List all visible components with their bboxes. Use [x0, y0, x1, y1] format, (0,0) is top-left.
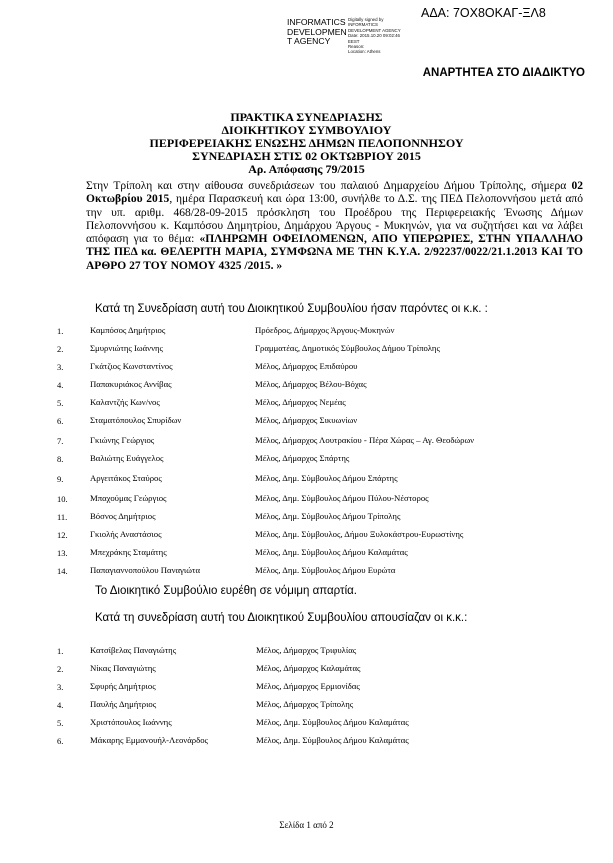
member-name: Νίκας Παναγιώτης: [90, 663, 156, 673]
member-name: Γκάτζιος Κωνσταντίνος: [90, 361, 173, 371]
signature-line: Date: 2015.10.20 09:02:46: [348, 33, 400, 39]
member-name: Παπακυριάκος Αννίβας: [90, 379, 172, 389]
member-role: Μέλος, Δήμαρχος Ερμιονίδας: [256, 681, 360, 691]
title-union: ΠΕΡΙΦΕΡΕΙΑΚΗΣ ΕΝΩΣΗΣ ΔΗΜΩΝ ΠΕΛΟΠΟΝΝΗΣΟΥ: [149, 136, 464, 150]
member-number: 9.: [57, 474, 64, 484]
member-number: 11.: [57, 512, 68, 522]
member-role: Μέλος, Δημ. Σύμβουλος Δήμου Καλαμάτας: [255, 547, 408, 557]
member-role: Μέλος, Δημ. Σύμβουλος Δήμου Ευρώτα: [255, 565, 396, 575]
posted-online-notice: ΑΝΑΡΤΗΤΕΑ ΣΤΟ ΔΙΑΔΙΚΤΥΟ: [422, 67, 585, 79]
member-name: Παυλής Δημήτριος: [90, 699, 157, 709]
member-number: 7.: [57, 436, 64, 446]
intro-paragraph: [86, 180, 583, 273]
member-number: 2.: [57, 664, 64, 674]
member-number: 5.: [57, 398, 64, 408]
member-name: Σταματόπουλος Σπυρίδων: [90, 415, 182, 425]
session-date: 02 Οκτωβρίου 2015: [86, 180, 583, 206]
member-number: 3.: [57, 682, 64, 692]
member-name: Βαλιώτης Ευάγγελος: [90, 453, 164, 463]
member-name: Καλαντζής Κων/νος: [90, 397, 160, 407]
member-number: 3.: [57, 362, 64, 372]
member-role: Μέλος, Δημ. Σύμβουλος, Δήμου Ξυλοκάστρου-Ευρωστίνης: [255, 529, 464, 539]
ada-code: ΑΔΑ: 7ΟΧ8ΟΚΑΓ-ΞΛ8: [421, 6, 546, 20]
member-role: Μέλος, Δήμαρχος Νεμέας: [255, 397, 346, 407]
member-role: Μέλος, Δημ. Σύμβουλος Δήμου Τρίπολης: [255, 511, 401, 521]
present-heading: Κατά τη Συνεδρίαση αυτή του Διοικητικού Συμβουλίου ήσαν παρόντες οι κ.κ. :: [95, 303, 488, 315]
member-role: Πρόεδρος, Δήμαρχος Άργους-Μυκηνών: [255, 325, 395, 335]
member-role: Μέλος, Δήμαρχος Καλαμάτας: [256, 663, 361, 673]
member-number: 6.: [57, 736, 64, 746]
quorum-statement: Το Διοικητικό Συμβούλιο ευρέθη σε νόμιμη απαρτία.: [95, 585, 357, 597]
member-name: Σμυρνιώτης Ιωάννης: [90, 343, 163, 353]
signature-line: Reason:: [348, 44, 365, 50]
signature-line: INFORMATICS: [348, 22, 378, 28]
member-role: Μέλος, Δήμαρχος Τρίπολης: [256, 699, 354, 709]
member-number: 8.: [57, 454, 64, 464]
member-role: Μέλος, Δημ. Σύμβουλος Δήμου Καλαμάτας: [256, 735, 409, 745]
member-name: Χριστόπουλος Ιωάννης: [90, 717, 172, 727]
member-name: Μπαχούμας Γεώργιος: [90, 493, 167, 503]
digital-signature-details: [348, 17, 438, 55]
member-name: Κατσίβελας Παναγιώτης: [90, 645, 177, 655]
member-role: Μέλος, Δήμαρχος Επιδαύρου: [255, 361, 358, 371]
member-role: Μέλος, Δημ. Σύμβουλος Δήμου Σπάρτης: [255, 473, 398, 483]
member-name: Μάκαρης Εμμανουήλ-Λεονάρδος: [90, 735, 208, 745]
signer-name: [287, 18, 347, 47]
member-number: 1.: [57, 326, 64, 336]
signer-line: INFORMATICS: [287, 17, 346, 27]
member-name: Γκιολής Αναστάσιος: [90, 529, 162, 539]
absent-heading: Κατά τη συνεδρίαση αυτή του Διοικητικού Συμβουλίου απουσίαζαν οι κ.κ.:: [95, 612, 468, 624]
member-name: Γκιώνης Γεώργιος: [90, 435, 155, 445]
decision-subject: «ΠΛΗΡΩΜΗ ΟΦΕΙΛΟΜΕΝΩΝ, ΑΠΟ ΥΠΕΡΩΡΙΕΣ, ΣΤΗΝ ΥΠΑΛΛΗΛΟ ΤΗΣ ΠΕΔ κα. ΘΕΛΕΡΙΤΗ ΜΑΡΙΑ, ΣΥΜΦΩΝΑ ΜΕ ΤΗΝ Κ.Υ.Α. 2/92237/0022/21.1.2013 ΚΑΙ ΤΟ ΑΡΘΡΟ 27 ΤΟΥ ΝΟΜΟΥ 4325 /2015. »: [86, 233, 583, 272]
member-number: 6.: [57, 416, 64, 426]
member-name: Σφυρής Δημήτριος: [90, 681, 156, 691]
signer-line: T AGENCY: [287, 36, 331, 47]
member-number: 13.: [57, 548, 68, 558]
signer-line: DEVELOPMEN: [287, 26, 347, 37]
member-role: Μέλος, Δήμαρχος Λουτρακίου - Πέρα Χώρας – Αγ. Θεοδώρων: [255, 435, 475, 445]
member-name: Βόσνος Δημήτριος: [90, 511, 156, 521]
title-decision-number: Αρ. Απόφασης 79/2015: [248, 162, 365, 176]
member-role: Μέλος, Δήμαρχος Σπάρτης: [255, 453, 350, 463]
title-board: ΔΙΟΙΚΗΤΙΚΟΥ ΣΥΜΒΟΥΛΙΟΥ: [221, 123, 392, 137]
title-minutes: ΠΡΑΚΤΙΚΑ ΣΥΝΕΔΡΙΑΣΗΣ: [230, 110, 383, 124]
member-name: Αργειτάκος Σταύρος: [90, 473, 162, 483]
signature-line: Digitally signed by: [348, 17, 384, 22]
member-role: Μέλος, Δήμαρχος Σικυωνίων: [255, 415, 358, 425]
member-number: 4.: [57, 380, 64, 390]
intro-text: Στην Τρίπολη και στην αίθουσα συνεδριάσεων του παλαιού Δημαρχείου Δήμου Τρίπολης, σήμερα: [86, 180, 572, 192]
member-role: Μέλος, Δήμαρχος Βέλου-Βόχας: [255, 379, 367, 389]
member-name: Καμπόσος Δημήτριος: [90, 325, 166, 335]
member-number: 1.: [57, 646, 64, 656]
intro-text-continued: , ημέρα Παρασκευή και ώρα 13:00, συνήλθε το Δ.Σ. της ΠΕΔ Πελοποννήσου μετά από την υπ. αριθμ. 468/28-09-2015 πρόσκληση του Προέδρου της Περιφερειακής Ένωσης Δήμων Πελοποννήσου κ. Καμπόσου Δημητρίου, Δημάρχου Άργους - Μυκηνών, για να συζητήσει και να λάβει απόφαση για το θέμα:: [86, 193, 583, 246]
title-session-date: ΣΥΝΕΔΡΙΑΣΗ ΣΤΙΣ 02 ΟΚΤΩΒΡΙΟΥ 2015: [192, 149, 421, 163]
member-number: 2.: [57, 344, 64, 354]
signature-line: DEVELOPMENT AGENCY: [348, 27, 401, 33]
signature-line: Location: Athens: [348, 49, 381, 55]
member-name: Παπαγιαννοπούλου Παναγιώτα: [90, 565, 200, 575]
member-number: 5.: [57, 718, 64, 728]
signature-line: EEST: [348, 38, 360, 44]
member-number: 14.: [57, 566, 68, 576]
member-role: Μέλος, Δημ. Σύμβουλος Δήμου Καλαμάτας: [256, 717, 409, 727]
member-name: Μπεχράκης Σταμάτης: [90, 547, 167, 557]
member-number: 12.: [57, 530, 68, 540]
member-role: Γραμματέας, Δημοτικός Σύμβουλος Δήμου Τρίπολης: [255, 343, 440, 353]
member-number: 4.: [57, 700, 64, 710]
page-number: Σελίδα 1 από 2: [279, 820, 334, 830]
member-role: Μέλος, Δήμαρχος Τριφυλίας: [256, 645, 357, 655]
member-number: 10.: [57, 494, 68, 504]
member-role: Μέλος, Δημ. Σύμβουλος Δήμου Πύλου-Νέστορος: [255, 493, 429, 503]
